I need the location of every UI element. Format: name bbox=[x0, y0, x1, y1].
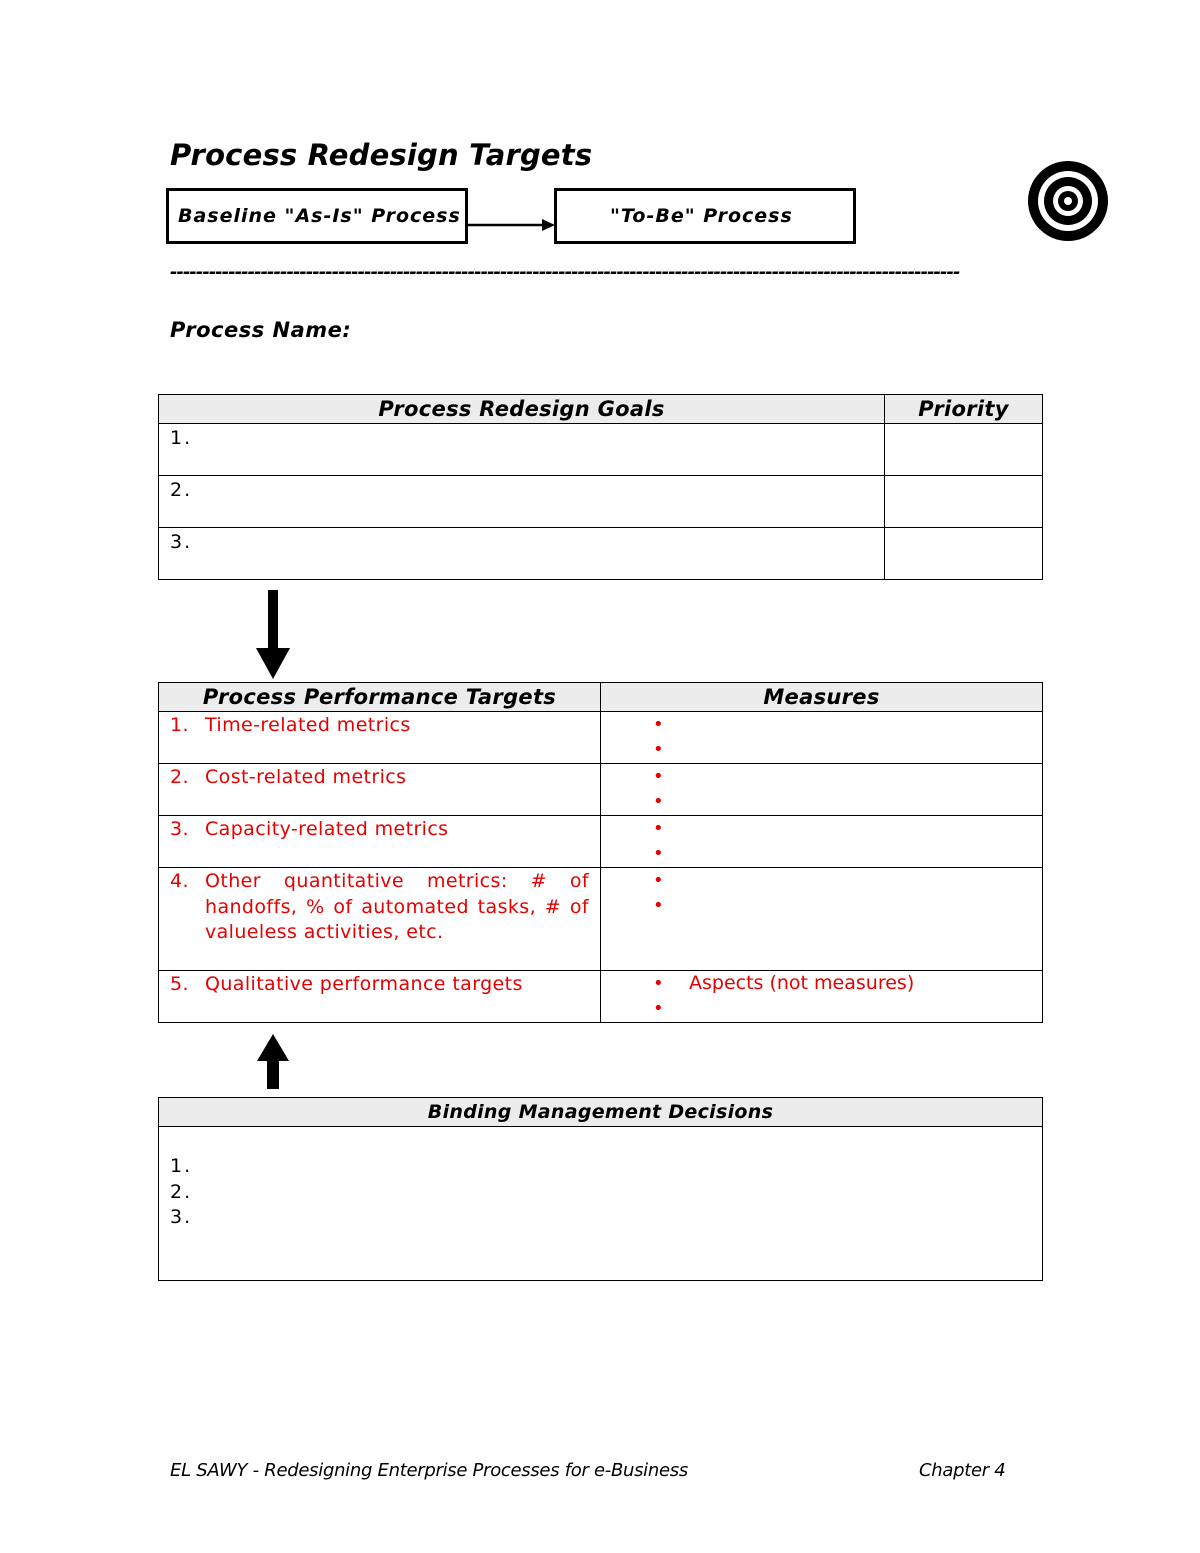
goal-cell[interactable] bbox=[159, 476, 885, 528]
binding-header: Binding Management Decisions bbox=[159, 1098, 1043, 1127]
binding-header-row bbox=[159, 1098, 1043, 1127]
bullet-icon: • bbox=[653, 791, 664, 812]
tobe-process-box bbox=[554, 188, 856, 244]
bullet-icon: • bbox=[653, 843, 664, 864]
bullet-icon: • bbox=[653, 766, 664, 787]
measures-cell[interactable] bbox=[601, 712, 1043, 764]
target-cell[interactable] bbox=[159, 868, 601, 971]
process-name-label: Process Name: bbox=[170, 318, 352, 342]
measure-bullet bbox=[653, 971, 1042, 996]
goal-number: 1. bbox=[170, 427, 193, 449]
target-text: Qualitative performance targets bbox=[205, 973, 523, 995]
measure-bullet bbox=[653, 841, 1042, 866]
goal-number: 3. bbox=[170, 531, 193, 553]
baseline-process-label: Baseline "As-Is" Process bbox=[178, 205, 461, 227]
target-text: Cost-related metrics bbox=[205, 766, 407, 788]
measure-bullet bbox=[653, 816, 1042, 841]
binding-item: 1. bbox=[170, 1155, 193, 1177]
bullet-icon: • bbox=[653, 895, 664, 916]
priority-cell[interactable] bbox=[885, 476, 1043, 528]
performance-row bbox=[159, 712, 1043, 764]
bullet-icon: • bbox=[653, 998, 664, 1019]
target-number: 5. bbox=[170, 973, 189, 995]
target-cell[interactable] bbox=[159, 712, 601, 764]
target-number: 1. bbox=[170, 714, 189, 736]
page-title: Process Redesign Targets bbox=[170, 138, 593, 172]
tobe-process-label: "To-Be" Process bbox=[610, 205, 793, 227]
measure-bullet bbox=[653, 893, 1042, 918]
target-text: Other quantitative metrics: # of handoffs, % of automated tasks, # of valueless activities, etc. bbox=[205, 870, 589, 943]
goals-table bbox=[158, 394, 1043, 580]
baseline-process-box bbox=[166, 188, 468, 244]
measure-bullet bbox=[653, 712, 1042, 737]
bullet-icon: • bbox=[653, 870, 664, 891]
measure-bullet bbox=[653, 737, 1042, 762]
bullet-icon: • bbox=[653, 818, 664, 839]
measure-bullet bbox=[653, 996, 1042, 1021]
flow-arrow-icon bbox=[466, 214, 558, 236]
goal-row bbox=[159, 528, 1043, 580]
target-cell[interactable] bbox=[159, 816, 601, 868]
target-icon bbox=[1027, 160, 1109, 242]
measure-bullet bbox=[653, 868, 1042, 893]
measure-bullet bbox=[653, 764, 1042, 789]
binding-decisions-table bbox=[158, 1097, 1043, 1281]
performance-table bbox=[158, 682, 1043, 1023]
priority-header: Priority bbox=[885, 395, 1043, 424]
bullet-icon: • bbox=[653, 973, 664, 994]
priority-cell[interactable] bbox=[885, 424, 1043, 476]
performance-row bbox=[159, 868, 1043, 971]
goal-row bbox=[159, 476, 1043, 528]
goal-cell[interactable] bbox=[159, 424, 885, 476]
goals-header: Process Redesign Goals bbox=[159, 395, 885, 424]
target-number: 2. bbox=[170, 766, 189, 788]
target-cell[interactable] bbox=[159, 971, 601, 1023]
priority-cell[interactable] bbox=[885, 528, 1043, 580]
target-text: Time-related metrics bbox=[205, 714, 411, 736]
performance-header: Process Performance Targets bbox=[159, 683, 601, 712]
measures-cell[interactable] bbox=[601, 816, 1043, 868]
measure-bullet bbox=[653, 789, 1042, 814]
footer-book-title: EL SAWY - Redesigning Enterprise Processes for e-Business bbox=[170, 1460, 688, 1481]
performance-row bbox=[159, 764, 1043, 816]
performance-header-row bbox=[159, 683, 1043, 712]
goal-number: 2. bbox=[170, 479, 193, 501]
goal-row bbox=[159, 424, 1043, 476]
target-text: Capacity-related metrics bbox=[205, 818, 449, 840]
bullet-icon: • bbox=[653, 739, 664, 760]
performance-row bbox=[159, 816, 1043, 868]
goal-cell[interactable] bbox=[159, 528, 885, 580]
goals-header-row bbox=[159, 395, 1043, 424]
up-arrow-icon bbox=[255, 1033, 291, 1089]
target-number: 3. bbox=[170, 818, 189, 840]
section-divider: -------------------------------------------------------------------------------------------------------------------------- bbox=[170, 262, 960, 283]
measures-header: Measures bbox=[601, 683, 1043, 712]
measures-cell[interactable] bbox=[601, 971, 1043, 1023]
binding-item: 3. bbox=[170, 1206, 193, 1228]
measures-cell[interactable] bbox=[601, 868, 1043, 971]
binding-cell[interactable] bbox=[159, 1127, 1043, 1281]
target-number: 4. bbox=[170, 870, 189, 892]
bullet-icon: • bbox=[653, 714, 664, 735]
binding-item: 2. bbox=[170, 1180, 193, 1203]
performance-row bbox=[159, 971, 1043, 1023]
binding-row bbox=[159, 1127, 1043, 1281]
footer-chapter: Chapter 4 bbox=[919, 1460, 1006, 1481]
measure-text: Aspects (not measures) bbox=[689, 972, 915, 994]
target-cell[interactable] bbox=[159, 764, 601, 816]
measures-cell[interactable] bbox=[601, 764, 1043, 816]
down-arrow-icon bbox=[255, 590, 291, 680]
